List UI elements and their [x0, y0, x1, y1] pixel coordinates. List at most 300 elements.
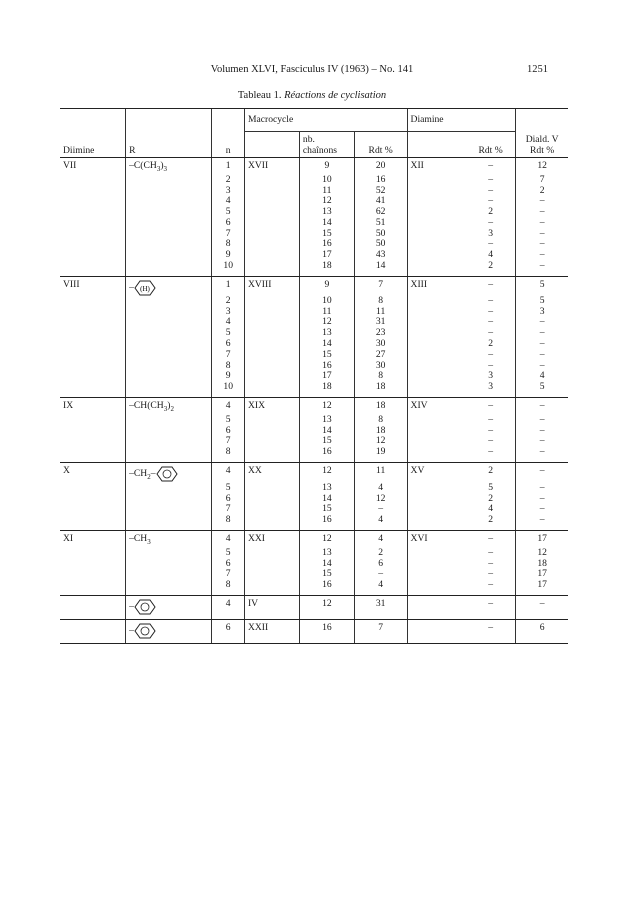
table-caption: [0, 90, 624, 101]
n-cell: 10: [212, 382, 245, 397]
substituent-cell: [126, 595, 212, 619]
dialdehyde-yield-cell: –: [516, 317, 568, 328]
macrocycle-yield-cell: 14: [354, 261, 407, 276]
dialdehyde-yield-cell: 17: [516, 569, 568, 580]
dialdehyde-yield-cell: –: [516, 483, 568, 494]
diimine-cell: [60, 361, 126, 372]
diimine-cell: VIII: [63, 278, 80, 290]
dialdehyde-yield-cell: –: [516, 207, 568, 218]
col-header-diald-v: Diald. V: [525, 134, 559, 146]
chainons-cell: 14: [299, 426, 354, 437]
diamine-cell: [407, 415, 466, 426]
macrocycle-yield-cell: 52: [354, 186, 407, 197]
diimine-cell: [60, 239, 126, 250]
chainons-cell: 14: [299, 559, 354, 570]
diimine-cell: [60, 317, 126, 328]
diamine-cell: XVI: [407, 531, 466, 548]
table-row: [60, 447, 568, 462]
macrocycle-yield-cell: 8: [354, 296, 407, 307]
chainons-cell: 13: [299, 548, 354, 559]
substituent-cell: [126, 569, 212, 580]
chainons-cell: 18: [299, 382, 354, 397]
macrocycle-cell: [244, 426, 299, 437]
macrocycle-yield-cell: 27: [354, 350, 407, 361]
substituent-cell: [126, 261, 212, 276]
macrocycle-cell: [244, 317, 299, 328]
diamine-cell: [407, 296, 466, 307]
n-cell: 4: [212, 531, 245, 548]
diamine-yield-cell: 3: [488, 227, 493, 239]
col-header-rdt: Rdt %: [354, 132, 407, 158]
chainons-cell: 18: [299, 261, 354, 276]
diamine-yield-cell: –: [488, 305, 493, 317]
n-cell: 7: [212, 229, 245, 240]
macrocycle-yield-cell: 18: [354, 398, 407, 415]
diamine-yield-cell: –: [488, 413, 493, 425]
diamine-cell: [407, 328, 466, 339]
diamine-cell: [407, 447, 466, 462]
diamine-cell: [407, 239, 466, 250]
n-cell: 6: [212, 218, 245, 229]
diamine-cell: [407, 307, 466, 318]
substituent-cell: [126, 619, 212, 643]
chainons-cell: 16: [299, 447, 354, 462]
macrocycle-yield-cell: 41: [354, 196, 407, 207]
col-header-r: R: [126, 132, 212, 158]
macrocycle-cell: [244, 350, 299, 361]
substituent-formula: –: [129, 601, 134, 613]
diamine-yield-cell: 2: [488, 206, 493, 218]
diimine-cell: [60, 186, 126, 197]
diamine-cell: [407, 382, 466, 397]
chainons-cell: 13: [299, 328, 354, 339]
phenyl-icon: [134, 623, 156, 639]
diamine-cell: XIII: [407, 276, 466, 296]
dialdehyde-yield-cell: 5: [516, 296, 568, 307]
dialdehyde-yield-cell: 18: [516, 559, 568, 570]
diamine-cell: XII: [407, 158, 466, 175]
macrocycle-cell: [244, 261, 299, 276]
diimine-cell: [60, 261, 126, 276]
diimine-cell: [60, 515, 126, 530]
diamine-yield-cell: –: [466, 447, 516, 462]
diimine-cell: [60, 196, 126, 207]
diimine-cell: X: [63, 464, 70, 476]
diimine-cell: [60, 619, 126, 643]
macrocycle-yield-cell: 23: [354, 328, 407, 339]
n-cell: 5: [212, 415, 245, 426]
macrocycle-cell: [244, 447, 299, 462]
table-row: [60, 175, 568, 186]
diimine-cell: [60, 426, 126, 437]
n-cell: 3: [212, 307, 245, 318]
diimine-cell: [60, 307, 126, 318]
n-cell: 5: [212, 328, 245, 339]
substituent-cell: [126, 207, 212, 218]
dialdehyde-yield-cell: 12: [516, 158, 568, 175]
diamine-cell: [407, 619, 466, 643]
macrocycle-yield-cell: 50: [354, 239, 407, 250]
n-cell: 1: [212, 276, 245, 296]
diimine-cell: XI: [63, 533, 74, 545]
dialdehyde-yield-cell: –: [516, 515, 568, 530]
substituent-cell: [126, 307, 212, 318]
substituent-formula: –: [129, 282, 134, 294]
diamine-group-header: Diamine: [407, 109, 516, 132]
table-row: [60, 398, 568, 415]
macrocycle-cell: XXII: [244, 619, 299, 643]
table-row: [60, 276, 568, 296]
chainons-cell: 14: [299, 494, 354, 505]
macrocycle-yield-cell: 51: [354, 218, 407, 229]
diimine-cell: [60, 569, 126, 580]
macrocycle-yield-cell: 4: [354, 580, 407, 595]
macrocycle-yield-cell: 8: [354, 415, 407, 426]
diamine-cell: [407, 186, 466, 197]
macrocycle-cell: [244, 339, 299, 350]
chainons-cell: 10: [299, 175, 354, 186]
table-row: [60, 261, 568, 276]
substituent-cell: [126, 218, 212, 229]
diamine-cell: [407, 569, 466, 580]
diamine-yield-cell: 2: [466, 261, 516, 276]
macrocycle-cell: [244, 548, 299, 559]
diamine-cell: [407, 361, 466, 372]
macrocycle-cell: [244, 186, 299, 197]
diimine-cell: [60, 595, 126, 619]
caption-title: Réactions de cyclisation: [284, 90, 387, 101]
n-cell: 5: [212, 483, 245, 494]
dialdehyde-yield-cell: –: [516, 436, 568, 447]
cyclisation-table: [60, 108, 568, 644]
substituent-formula: $-CH_3$: [129, 533, 151, 546]
n-cell: 7: [212, 350, 245, 361]
macrocycle-cell: [244, 175, 299, 186]
diamine-yield-cell: –: [488, 294, 493, 306]
macrocycle-cell: IV: [244, 595, 299, 619]
diamine-yield-cell: –: [488, 173, 493, 185]
macrocycle-cell: [244, 559, 299, 570]
chainons-cell: 10: [299, 296, 354, 307]
macrocycle-cell: [244, 229, 299, 240]
substituent-cell: [126, 317, 212, 328]
diamine-cell: [407, 483, 466, 494]
col-header-diimine: Diimine: [60, 132, 126, 158]
diamine-yield-cell: –: [488, 278, 493, 290]
diimine-cell: [60, 328, 126, 339]
diamine-cell: [407, 175, 466, 186]
macrocycle-cell: [244, 307, 299, 318]
substituent-cell: [126, 158, 212, 175]
macrocycle-yield-cell: 6: [354, 559, 407, 570]
dialdehyde-yield-cell: –: [516, 328, 568, 339]
n-cell: 8: [212, 361, 245, 372]
caption-label: Tableau 1.: [237, 90, 282, 101]
diamine-yield-cell: 2: [466, 515, 516, 530]
dialdehyde-yield-cell: –: [516, 415, 568, 426]
diamine-cell: [407, 317, 466, 328]
substituent-cell: [126, 483, 212, 494]
substituent-cell: [126, 580, 212, 595]
header-row-groups: [60, 109, 568, 132]
chainons-cell: 17: [299, 250, 354, 261]
dialdehyde-yield-cell: –: [516, 447, 568, 462]
dialdehyde-yield-cell: 17: [516, 531, 568, 548]
diimine-cell: [60, 415, 126, 426]
chainons-cell: 15: [299, 350, 354, 361]
diamine-cell: [407, 436, 466, 447]
chainons-cell: 9: [299, 276, 354, 296]
substituent-cell: [126, 339, 212, 350]
diimine-cell: [60, 483, 126, 494]
n-cell: 2: [212, 296, 245, 307]
macrocycle-cell: [244, 239, 299, 250]
macrocycle-cell: XVIII: [244, 276, 299, 296]
dialdehyde-yield-cell: –: [516, 494, 568, 505]
dialdehyde-yield-cell: 3: [516, 307, 568, 318]
diamine-cell: XIV: [407, 398, 466, 415]
dialdehyde-yield-cell: 6: [516, 619, 568, 643]
macrocycle-yield-cell: 31: [354, 595, 407, 619]
cyclohexyl-H-icon: [134, 280, 156, 296]
n-cell: 4: [212, 595, 245, 619]
macrocycle-cell: [244, 207, 299, 218]
chainons-cell: 9: [299, 158, 354, 175]
n-cell: 4: [212, 196, 245, 207]
n-cell: 7: [212, 569, 245, 580]
dialdehyde-yield-cell: –: [516, 196, 568, 207]
diamine-yield-cell: –: [488, 424, 493, 436]
diamine-yield-cell: 4: [488, 249, 493, 261]
diamine-cell: [407, 548, 466, 559]
table-row: [60, 531, 568, 548]
n-cell: 6: [212, 559, 245, 570]
chainons-cell: 16: [299, 515, 354, 530]
diimine-cell: [60, 229, 126, 240]
dialdehyde-yield-cell: –: [516, 361, 568, 372]
macrocycle-cell: [244, 436, 299, 447]
dialdehyde-yield-cell: –: [516, 426, 568, 437]
page-number: 1251: [527, 64, 548, 75]
diamine-yield-cell: –: [466, 580, 516, 595]
dialdehyde-yield-cell: 4: [516, 371, 568, 382]
macrocycle-yield-cell: 7: [354, 619, 407, 643]
diamine-yield-cell: –: [488, 195, 493, 207]
diamine-yield-cell: –: [488, 546, 493, 558]
diamine-yield-cell: –: [488, 316, 493, 328]
chainons-cell: 12: [299, 595, 354, 619]
dialdehyde-yield-cell: –: [516, 595, 568, 619]
running-head: [0, 64, 624, 78]
macrocycle-cell: XVII: [244, 158, 299, 175]
diamine-yield-cell: –: [488, 160, 493, 171]
dialdehyde-yield-cell: –: [516, 239, 568, 250]
substituent-cell: [126, 515, 212, 530]
diimine-cell: [60, 339, 126, 350]
diamine-yield-cell: –: [488, 435, 493, 447]
macrocycle-yield-cell: 62: [354, 207, 407, 218]
dialdehyde-yield-cell: –: [516, 218, 568, 229]
substituent-cell: [126, 361, 212, 372]
macrocycle-cell: [244, 250, 299, 261]
table-row: [60, 548, 568, 559]
macrocycle-cell: [244, 580, 299, 595]
n-cell: 1: [212, 158, 245, 175]
substituent-cell: [126, 175, 212, 186]
macrocycle-yield-cell: 4: [354, 531, 407, 548]
macrocycle-cell: [244, 361, 299, 372]
substituent-cell: [126, 415, 212, 426]
diamine-yield-cell: 3: [488, 370, 493, 382]
n-cell: 6: [212, 339, 245, 350]
diimine-cell: [60, 382, 126, 397]
diamine-yield-cell: 2: [488, 464, 493, 476]
substituent-formula: $-CH_2-$: [129, 468, 156, 482]
diamine-yield-cell: –: [488, 533, 493, 545]
substituent-formula: –: [129, 625, 134, 637]
substituent-cell: [126, 504, 212, 515]
macrocycle-cell: [244, 494, 299, 505]
diamine-cell: [407, 595, 466, 619]
macrocycle-cell: [244, 382, 299, 397]
chainons-cell: 12: [299, 317, 354, 328]
macrocycle-yield-cell: 50: [354, 229, 407, 240]
n-cell: 2: [212, 175, 245, 186]
macrocycle-yield-cell: 12: [354, 494, 407, 505]
header-row-columns: [60, 132, 568, 158]
macrocycle-cell: [244, 415, 299, 426]
diamine-cell: [407, 250, 466, 261]
n-cell: 7: [212, 436, 245, 447]
diimine-cell: [60, 559, 126, 570]
macrocycle-cell: [244, 515, 299, 530]
n-cell: 8: [212, 515, 245, 530]
macrocycle-cell: [244, 218, 299, 229]
chainons-cell: 11: [299, 186, 354, 197]
col-header-chainons: chaînons: [302, 145, 337, 157]
diamine-cell: [407, 515, 466, 530]
dialdehyde-yield-cell: –: [516, 462, 568, 482]
diamine-cell: [407, 559, 466, 570]
diamine-yield-cell: –: [488, 348, 493, 360]
substituent-formula: $-C(CH_3)_3$: [129, 160, 168, 173]
diamine-yield-cell: 5: [488, 481, 493, 493]
macrocycle-cell: XXI: [244, 531, 299, 548]
substituent-formula: $-CH(CH_3)_2$: [129, 400, 174, 413]
n-cell: 6: [212, 494, 245, 505]
col-header-diald-rdt: Rdt %: [530, 145, 555, 157]
dialdehyde-yield-cell: –: [516, 229, 568, 240]
substituent-cell: [126, 371, 212, 382]
macrocycle-yield-cell: 11: [354, 462, 407, 482]
diamine-cell: [407, 504, 466, 515]
dialdehyde-yield-cell: 12: [516, 548, 568, 559]
dialdehyde-yield-cell: –: [516, 398, 568, 415]
diimine-cell: [60, 494, 126, 505]
chainons-cell: 11: [299, 307, 354, 318]
chainons-cell: 15: [299, 504, 354, 515]
diamine-yield-cell: –: [488, 359, 493, 371]
chainons-cell: 16: [299, 580, 354, 595]
chainons-cell: 15: [299, 569, 354, 580]
macrocycle-cell: [244, 296, 299, 307]
substituent-cell: [126, 494, 212, 505]
table-row: [60, 158, 568, 175]
diimine-cell: [60, 371, 126, 382]
table-row: [60, 515, 568, 530]
substituent-cell: [126, 186, 212, 197]
substituent-cell: [126, 276, 212, 296]
macrocycle-cell: [244, 196, 299, 207]
substituent-cell: [126, 328, 212, 339]
dialdehyde-yield-cell: 17: [516, 580, 568, 595]
n-cell: 8: [212, 239, 245, 250]
chainons-cell: 16: [299, 619, 354, 643]
n-cell: 5: [212, 207, 245, 218]
macrocycle-cell: [244, 371, 299, 382]
chainons-cell: 12: [299, 196, 354, 207]
diamine-yield-cell: –: [488, 238, 493, 250]
table-row: [60, 415, 568, 426]
macrocycle-cell: XX: [244, 462, 299, 482]
chainons-cell: 13: [299, 415, 354, 426]
phenyl-icon: [134, 599, 156, 615]
macrocycle-yield-cell: 30: [354, 361, 407, 372]
col-header-nb: nb.: [302, 134, 315, 146]
diamine-yield-cell: 2: [488, 492, 493, 504]
diimine-cell: [60, 250, 126, 261]
diamine-yield-cell: –: [466, 595, 516, 619]
substituent-cell: [126, 196, 212, 207]
macrocycle-cell: [244, 569, 299, 580]
diimine-cell: [60, 207, 126, 218]
table-row: [60, 382, 568, 397]
macrocycle-cell: [244, 483, 299, 494]
diamine-cell: [407, 494, 466, 505]
chainons-cell: 16: [299, 361, 354, 372]
diimine-cell: [60, 218, 126, 229]
phenyl-icon: [156, 466, 178, 482]
diamine-cell: [407, 339, 466, 350]
substituent-cell: [126, 559, 212, 570]
macrocycle-yield-cell: 16: [354, 175, 407, 186]
macrocycle-yield-cell: 20: [354, 158, 407, 175]
n-cell: 7: [212, 504, 245, 515]
svg-text:(H): (H): [140, 284, 150, 293]
n-cell: 5: [212, 548, 245, 559]
chainons-cell: 14: [299, 218, 354, 229]
diamine-cell: [407, 261, 466, 276]
diimine-cell: IX: [63, 400, 74, 412]
substituent-cell: [126, 229, 212, 240]
diamine-cell: [407, 196, 466, 207]
macrocycle-yield-cell: 11: [354, 307, 407, 318]
macrocycle-cell: [244, 504, 299, 515]
macrocycle-yield-cell: 18: [354, 426, 407, 437]
chainons-cell: 13: [299, 207, 354, 218]
chainons-cell: 12: [299, 462, 354, 482]
dialdehyde-yield-cell: 5: [516, 276, 568, 296]
macrocycle-yield-cell: 30: [354, 339, 407, 350]
macrocycle-yield-cell: 7: [354, 276, 407, 296]
macrocycle-yield-cell: 31: [354, 317, 407, 328]
dialdehyde-yield-cell: –: [516, 504, 568, 515]
diamine-yield-cell: 3: [466, 382, 516, 397]
substituent-cell: [126, 382, 212, 397]
n-cell: 4: [212, 317, 245, 328]
macrocycle-yield-cell: 43: [354, 250, 407, 261]
dialdehyde-yield-cell: –: [516, 339, 568, 350]
